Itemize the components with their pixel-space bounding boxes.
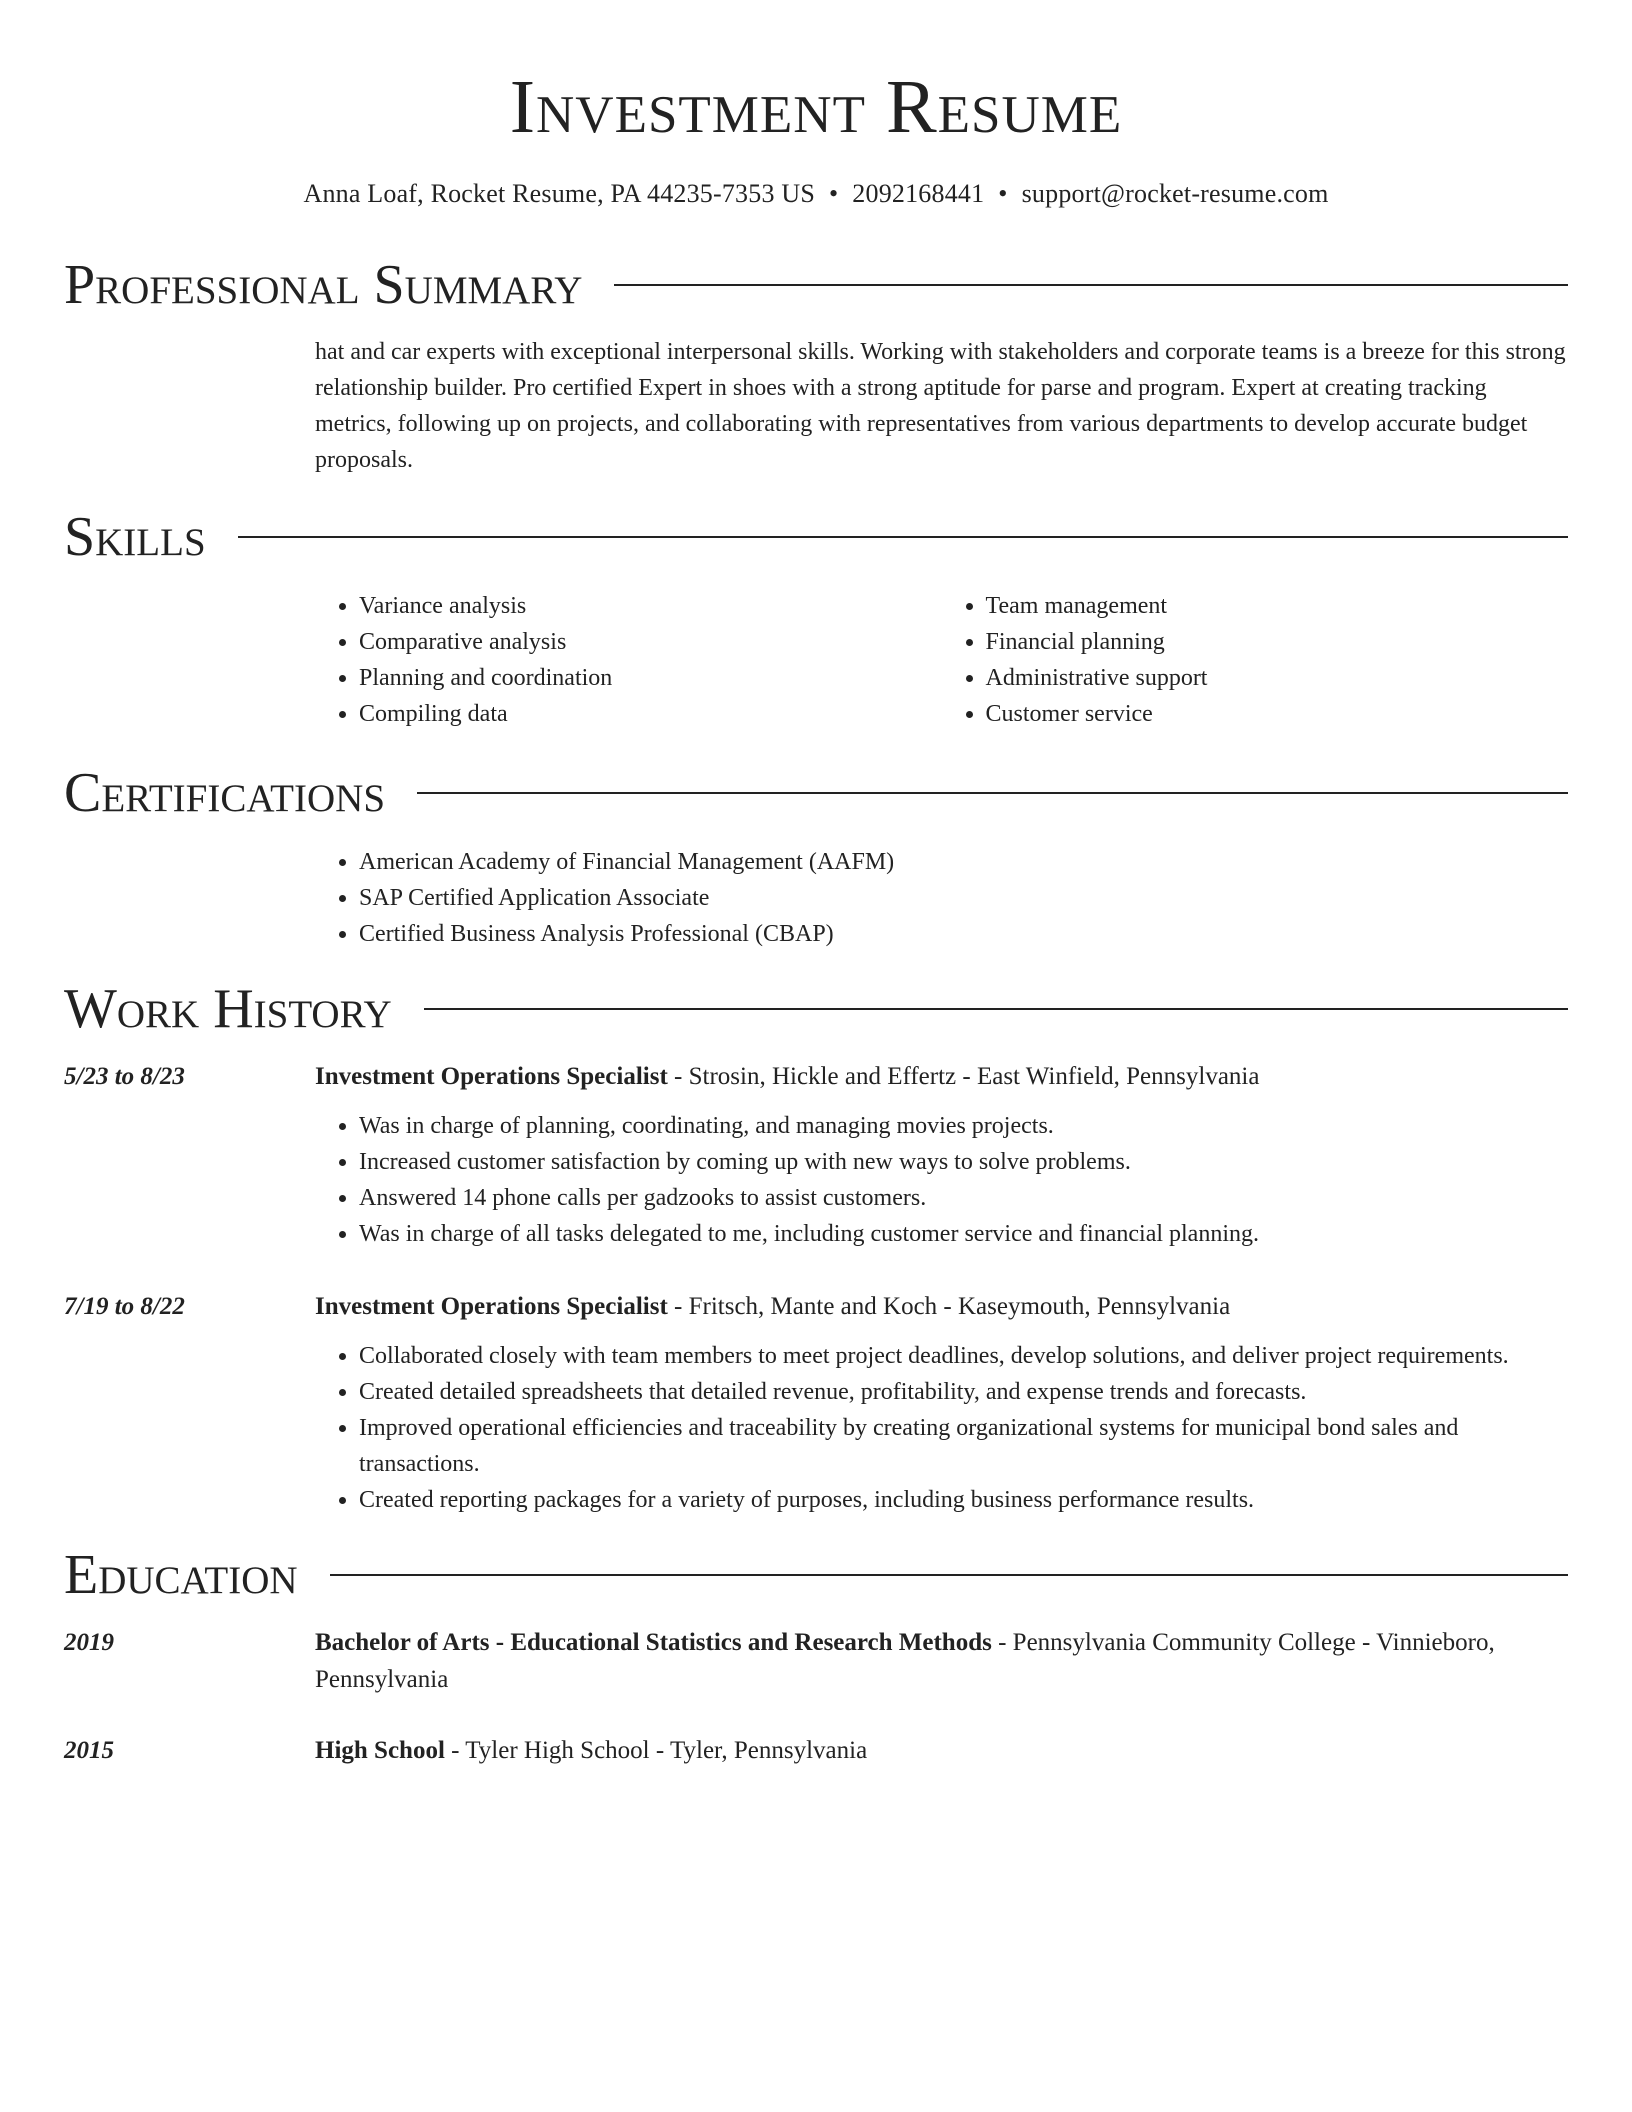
contact-phone: 2092168441 bbox=[852, 179, 985, 208]
education-degree: Bachelor of Arts - Educational Statistics and Research Methods bbox=[315, 1629, 992, 1656]
education-date: 2019 bbox=[64, 1629, 114, 1656]
education-school: - Tyler High School - Tyler, Pennsylvania bbox=[444, 1737, 868, 1764]
summary-heading: Professional Summary bbox=[64, 254, 583, 316]
job-company: - Fritsch, Mante and Koch - Kaseymouth, Pennsylvania bbox=[667, 1293, 1231, 1320]
contact-email: support@rocket-resume.com bbox=[1021, 179, 1329, 208]
job-entry bbox=[64, 1288, 1568, 1518]
certifications-section-header bbox=[64, 762, 1568, 824]
skill-item: • Planning and coordination bbox=[359, 660, 942, 696]
job-bullets bbox=[315, 1338, 1568, 1518]
resume-page bbox=[64, 0, 1568, 1770]
job-title: Investment Operations Specialist bbox=[315, 1063, 668, 1090]
skills-section-header bbox=[64, 506, 1568, 568]
education-header bbox=[315, 1732, 1568, 1769]
education-entry bbox=[64, 1624, 1568, 1698]
section-divider bbox=[238, 536, 1568, 538]
job-bullet: • Collaborated closely with team members to meet project deadlines, develop solutions, and deliver project requirements. bbox=[359, 1338, 1568, 1374]
skills-list bbox=[315, 588, 1568, 732]
certification-item: • American Academy of Financial Management (AAFM) bbox=[359, 844, 1568, 880]
contact-address: Anna Loaf, Rocket Resume, PA 44235-7353 US bbox=[303, 179, 815, 208]
education-date: 2015 bbox=[64, 1737, 114, 1764]
summary-text: hat and car experts with exceptional interpersonal skills. Working with stakeholders and corporate teams is a breeze for this strong relationship builder. Pro certified Expert in shoes with a strong aptitude for parse and program. Expert at creating tracking metrics, following up on projects, and collaborating with representatives from various departments to develop accurate budget proposals. bbox=[315, 339, 1566, 473]
skill-item: • Customer service bbox=[986, 696, 1569, 732]
skills-column-left bbox=[315, 588, 942, 732]
certification-item: • SAP Certified Application Associate bbox=[359, 880, 1568, 916]
contact-line bbox=[64, 178, 1568, 210]
job-bullet: • Created reporting packages for a variety of purposes, including business performance results. bbox=[359, 1482, 1568, 1518]
job-date: 5/23 to 8/23 bbox=[64, 1063, 185, 1090]
section-divider bbox=[330, 1574, 1568, 1576]
education-heading: Education bbox=[64, 1544, 298, 1606]
certification-item: • Certified Business Analysis Professional (CBAP) bbox=[359, 916, 1568, 952]
skill-item: • Variance analysis bbox=[359, 588, 942, 624]
section-divider bbox=[614, 284, 1568, 286]
skills-heading: Skills bbox=[64, 506, 206, 568]
skill-item: • Team management bbox=[986, 588, 1569, 624]
summary-section-header bbox=[64, 254, 1568, 316]
contact-separator: • bbox=[828, 179, 839, 208]
work-section-header bbox=[64, 978, 1568, 1040]
contact-separator: • bbox=[998, 179, 1008, 208]
job-bullet: • Was in charge of planning, coordinating, and managing movies projects. bbox=[359, 1108, 1568, 1144]
job-date: 7/19 to 8/22 bbox=[64, 1293, 185, 1320]
skill-item: • Financial planning bbox=[986, 624, 1569, 660]
job-bullet: • Answered 14 phone calls per gadzooks to assist customers. bbox=[359, 1180, 1568, 1216]
work-heading: Work History bbox=[64, 978, 392, 1040]
education-school: - Pennsylvania Community College - Vinnieboro, Pennsylvania bbox=[315, 1629, 1495, 1693]
job-entry bbox=[64, 1058, 1568, 1252]
certifications-heading: Certifications bbox=[64, 762, 386, 824]
certifications-list bbox=[315, 844, 1568, 952]
skills-column-right bbox=[942, 588, 1569, 732]
section-divider bbox=[424, 1008, 1568, 1010]
job-title: Investment Operations Specialist bbox=[315, 1293, 668, 1320]
job-bullet: • Created detailed spreadsheets that detailed revenue, profitability, and expense trends and forecasts. bbox=[359, 1374, 1568, 1410]
education-header bbox=[315, 1624, 1568, 1698]
skill-item: • Administrative support bbox=[986, 660, 1569, 696]
skill-item: • Comparative analysis bbox=[359, 624, 942, 660]
resume-title: Investment Resume bbox=[509, 65, 1123, 149]
job-bullet: • Increased customer satisfaction by coming up with new ways to solve problems. bbox=[359, 1144, 1568, 1180]
education-entry bbox=[64, 1732, 1568, 1770]
skill-item: • Compiling data bbox=[359, 696, 942, 732]
job-header bbox=[315, 1058, 1568, 1096]
job-bullets bbox=[315, 1108, 1568, 1252]
job-bullet: • Was in charge of all tasks delegated to me, including customer service and financial planning. bbox=[359, 1216, 1568, 1252]
education-degree: High School bbox=[315, 1737, 445, 1764]
job-company: - Strosin, Hickle and Effertz - East Winfield, Pennsylvania bbox=[667, 1063, 1260, 1090]
job-header bbox=[315, 1288, 1568, 1326]
section-divider bbox=[417, 792, 1568, 794]
education-section-header bbox=[64, 1544, 1568, 1606]
job-bullet: • Improved operational efficiencies and traceability by creating organizational systems for municipal bond sales and transactions. bbox=[359, 1410, 1568, 1482]
